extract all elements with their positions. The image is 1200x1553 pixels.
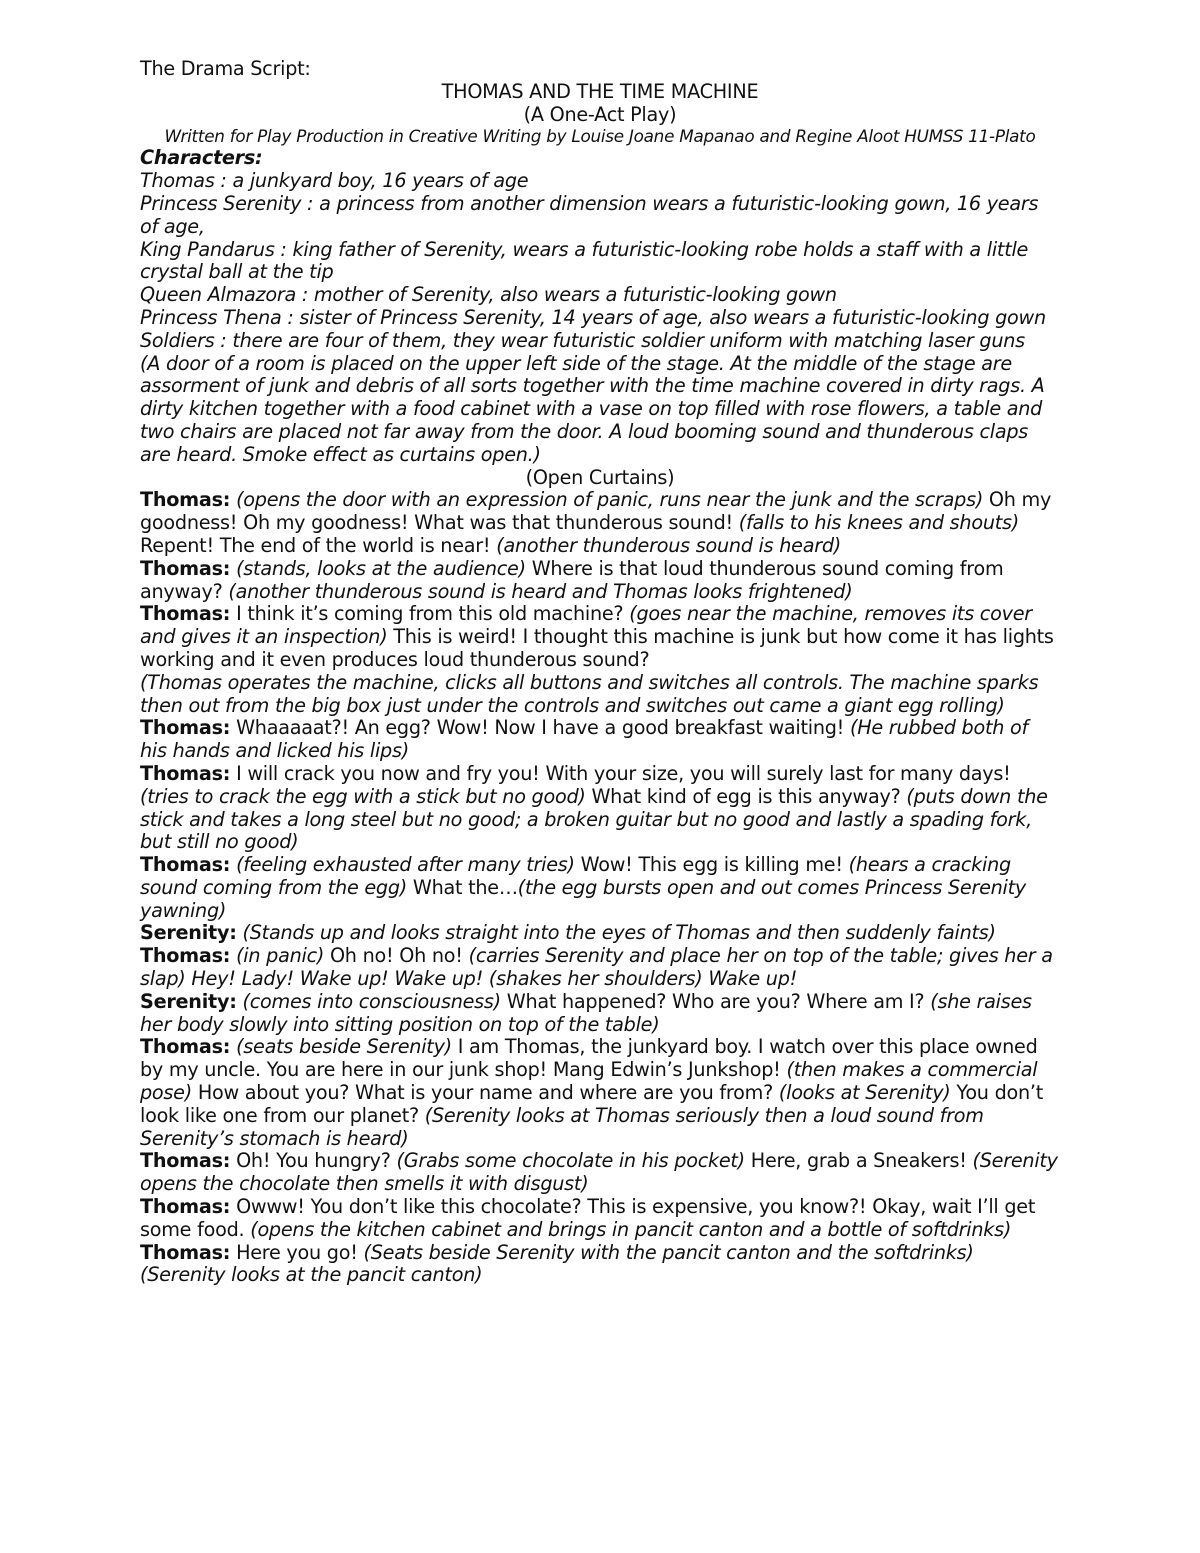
speech-text: I think it’s coming from this old machine? xyxy=(230,602,630,626)
action-text: (looks at Serenity) xyxy=(778,1081,951,1105)
play-subtitle: (A One-Act Play) xyxy=(523,102,677,126)
speech-text: I will crack you now and fry you! With your size, you will surely last for many days! xyxy=(230,761,1011,785)
character-entry: Princess Serenity : a princess from another dimension wears a futuristic-looking gown, 16 years of age, xyxy=(140,191,1039,238)
character-entry: Soldiers : there are four of them, they wear futuristic soldier uniform with matching laser guns xyxy=(140,328,1025,352)
action-text: (Thomas operates the machine, clicks all buttons and switches all controls. The machine sparks then out from the big box just under the controls and switches out came a giant egg rolling) xyxy=(140,670,1039,717)
action-text: (stands, looks at the audience) xyxy=(230,556,526,580)
dialogue-line xyxy=(140,945,1060,991)
speaker-name: Thomas: xyxy=(140,1195,231,1219)
speech-text: Owww! You don’t like this chocolate? This is expensive, you know?! Okay, wait I’ll get some food. xyxy=(140,1195,1036,1241)
action-text: (He rubbed both of his hands and licked his lips) xyxy=(140,716,1028,763)
dialogue-line xyxy=(140,603,1060,671)
dialogue-line xyxy=(140,1150,1060,1196)
author-credit: Written for Play Production in Creative Writing by Louise Joane Mapanao and Regine Aloot HUMSS 11-Plato xyxy=(164,126,1036,147)
action-text: (the egg bursts open and out comes Princess Serenity yawning) xyxy=(140,875,1027,922)
speech-text: Repent! The end of the world is near! xyxy=(140,533,497,557)
document-label: The Drama Script: xyxy=(140,57,311,80)
speaker-name: Serenity: xyxy=(140,921,237,945)
action-text: (then makes a commercial pose) xyxy=(140,1058,1038,1105)
speech-text: Here, grab a Sneakers! xyxy=(744,1149,973,1173)
dialogue-line xyxy=(140,489,1060,557)
action-text: (seats beside Serenity) xyxy=(230,1035,452,1059)
action-text: (opens the kitchen cabinet and brings in pancit canton and a bottle of softdrinks) xyxy=(250,1217,1012,1241)
stage-direction xyxy=(140,672,1060,718)
action-text: (tries to crack the egg with a stick but no good) xyxy=(140,784,586,808)
action-text: (carries Serenity and place her on top of the table; gives her a slap) Hey! Lady! Wake up! Wake up! (shakes her shoulders) Wake up! xyxy=(140,944,1053,991)
speaker-name: Thomas: xyxy=(140,602,231,626)
opening-stage-direction: (A door of a room is placed on the upper left side of the stage. At the middle of the stage are assorment of junk and debris of all sorts together with the time machine covered in dirty rags. A dirty kitchen together with a food cabinet with a vase on top filled with rose flowers, a table and two chairs are placed not far away from the door. A loud booming sound and thunderous claps are heard. Smoke effect as curtains open.) xyxy=(140,351,1045,466)
speaker-name: Thomas: xyxy=(140,853,231,877)
characters-heading: Characters: xyxy=(140,146,263,170)
character-entry: Princess Thena : sister of Princess Serenity, 14 years of age, also wears a futuristic-looking gown xyxy=(140,305,1046,329)
action-text: (Stands up and looks straight into the eyes of Thomas and then suddenly faints) xyxy=(236,921,996,945)
action-text: (goes near the machine, removes its cover and gives it an inspection) xyxy=(140,602,1032,649)
script-page xyxy=(140,58,1060,1287)
speech-text: Oh no! Oh no! xyxy=(324,944,469,968)
action-text: (in panic) xyxy=(230,944,325,968)
dialogue-line xyxy=(140,854,1060,922)
action-text: (hears a cracking sound coming from the egg) xyxy=(140,853,1011,899)
action-text: (she raises her body slowly into sitting position on top of the table) xyxy=(140,989,1032,1036)
dialogue-line xyxy=(140,763,1060,854)
speech-text: How about you? What is your name and where are you from? xyxy=(191,1081,779,1105)
speech-text: This is weird! I thought this machine is junk but how come it has lights working and it even produces loud thunderous sound? xyxy=(140,625,1054,671)
play-title: THOMAS AND THE TIME MACHINE xyxy=(441,79,759,103)
speaker-name: Thomas: xyxy=(140,556,231,580)
speech-text: Where is that loud thunderous sound coming from anyway? xyxy=(140,556,1004,603)
speaker-name: Thomas: xyxy=(140,1240,231,1264)
speech-text: Wow! This egg is killing me! xyxy=(574,853,849,877)
speaker-name: Thomas: xyxy=(140,488,231,512)
character-entry: Queen Almazora : mother of Serenity, also wears a futuristic-looking gown xyxy=(140,283,837,307)
speaker-name: Thomas: xyxy=(140,944,231,968)
speech-text: Oh! You hungry? xyxy=(230,1149,397,1173)
speaker-name: Serenity: xyxy=(140,989,237,1013)
dialogue-line xyxy=(140,558,1060,604)
action-text: (Serenity opens the chocolate then smells it with disgust) xyxy=(140,1149,1058,1196)
speech-text: Oh my goodness! Oh my goodness! What was that thunderous sound! xyxy=(140,488,1052,535)
character-entry: King Pandarus : king father of Serenity, wears a futuristic-looking robe holds a staff with a little crystal ball at the tip xyxy=(140,237,1029,284)
dialogue-line xyxy=(140,1196,1060,1242)
action-text: (Serenity looks at Thomas seriously then a loud sound from Serenity’s stomach is heard) xyxy=(140,1103,984,1150)
speaker-name: Thomas: xyxy=(140,761,231,785)
speech-text: Whaaaaat?! An egg? Wow! Now I have a good breakfast waiting! xyxy=(230,716,850,740)
dialogue xyxy=(140,489,1060,1287)
dialogue-line xyxy=(140,1036,1060,1150)
dialogue-line xyxy=(140,717,1060,763)
dialogue-line xyxy=(140,922,1060,945)
open-curtains-cue: (Open Curtains) xyxy=(525,465,675,489)
speech-text: What the… xyxy=(407,875,518,899)
action-text: (puts down the stick and takes a long steel but no good; a broken guitar but no good and lastly a spading fork, but still no good) xyxy=(140,784,1048,854)
action-text: (Grabs some chocolate in his pocket) xyxy=(396,1149,745,1173)
dialogue-line xyxy=(140,991,1060,1037)
dialogue-line xyxy=(140,1242,1060,1288)
action-text: (falls to his knees and shouts) xyxy=(738,511,1019,535)
speech-text: What kind of egg is this anyway? xyxy=(585,784,907,808)
speech-text: Here you go! xyxy=(230,1240,364,1264)
action-text: (opens the door with an expression of panic, runs near the junk and the scraps) xyxy=(230,488,984,512)
speech-text: You don’t look like one from our planet? xyxy=(140,1081,1044,1127)
speech-text: What happened? Who are you? Where am I? xyxy=(500,989,931,1013)
character-entry: Thomas : a junkyard boy, 16 years of age xyxy=(140,169,529,193)
action-text: (Seats beside Serenity with the pancit canton and the softdrinks) (Serenity looks at the pancit canton) xyxy=(140,1240,974,1287)
speaker-name: Thomas: xyxy=(140,1035,231,1059)
action-text: (feeling exhausted after many tries) xyxy=(230,853,575,877)
action-text: (another thunderous sound is heard and Thomas looks frightened) xyxy=(228,579,853,603)
speaker-name: Thomas: xyxy=(140,1149,231,1173)
speech-text: I am Thomas, the junkyard boy. I watch over this place owned by my uncle. You are here in our junk shop! Mang Edwin’s Junkshop! xyxy=(140,1035,1038,1082)
action-text: (another thunderous sound is heard) xyxy=(496,533,842,557)
action-text: (comes into consciousness) xyxy=(236,989,501,1013)
speaker-name: Thomas: xyxy=(140,716,231,740)
